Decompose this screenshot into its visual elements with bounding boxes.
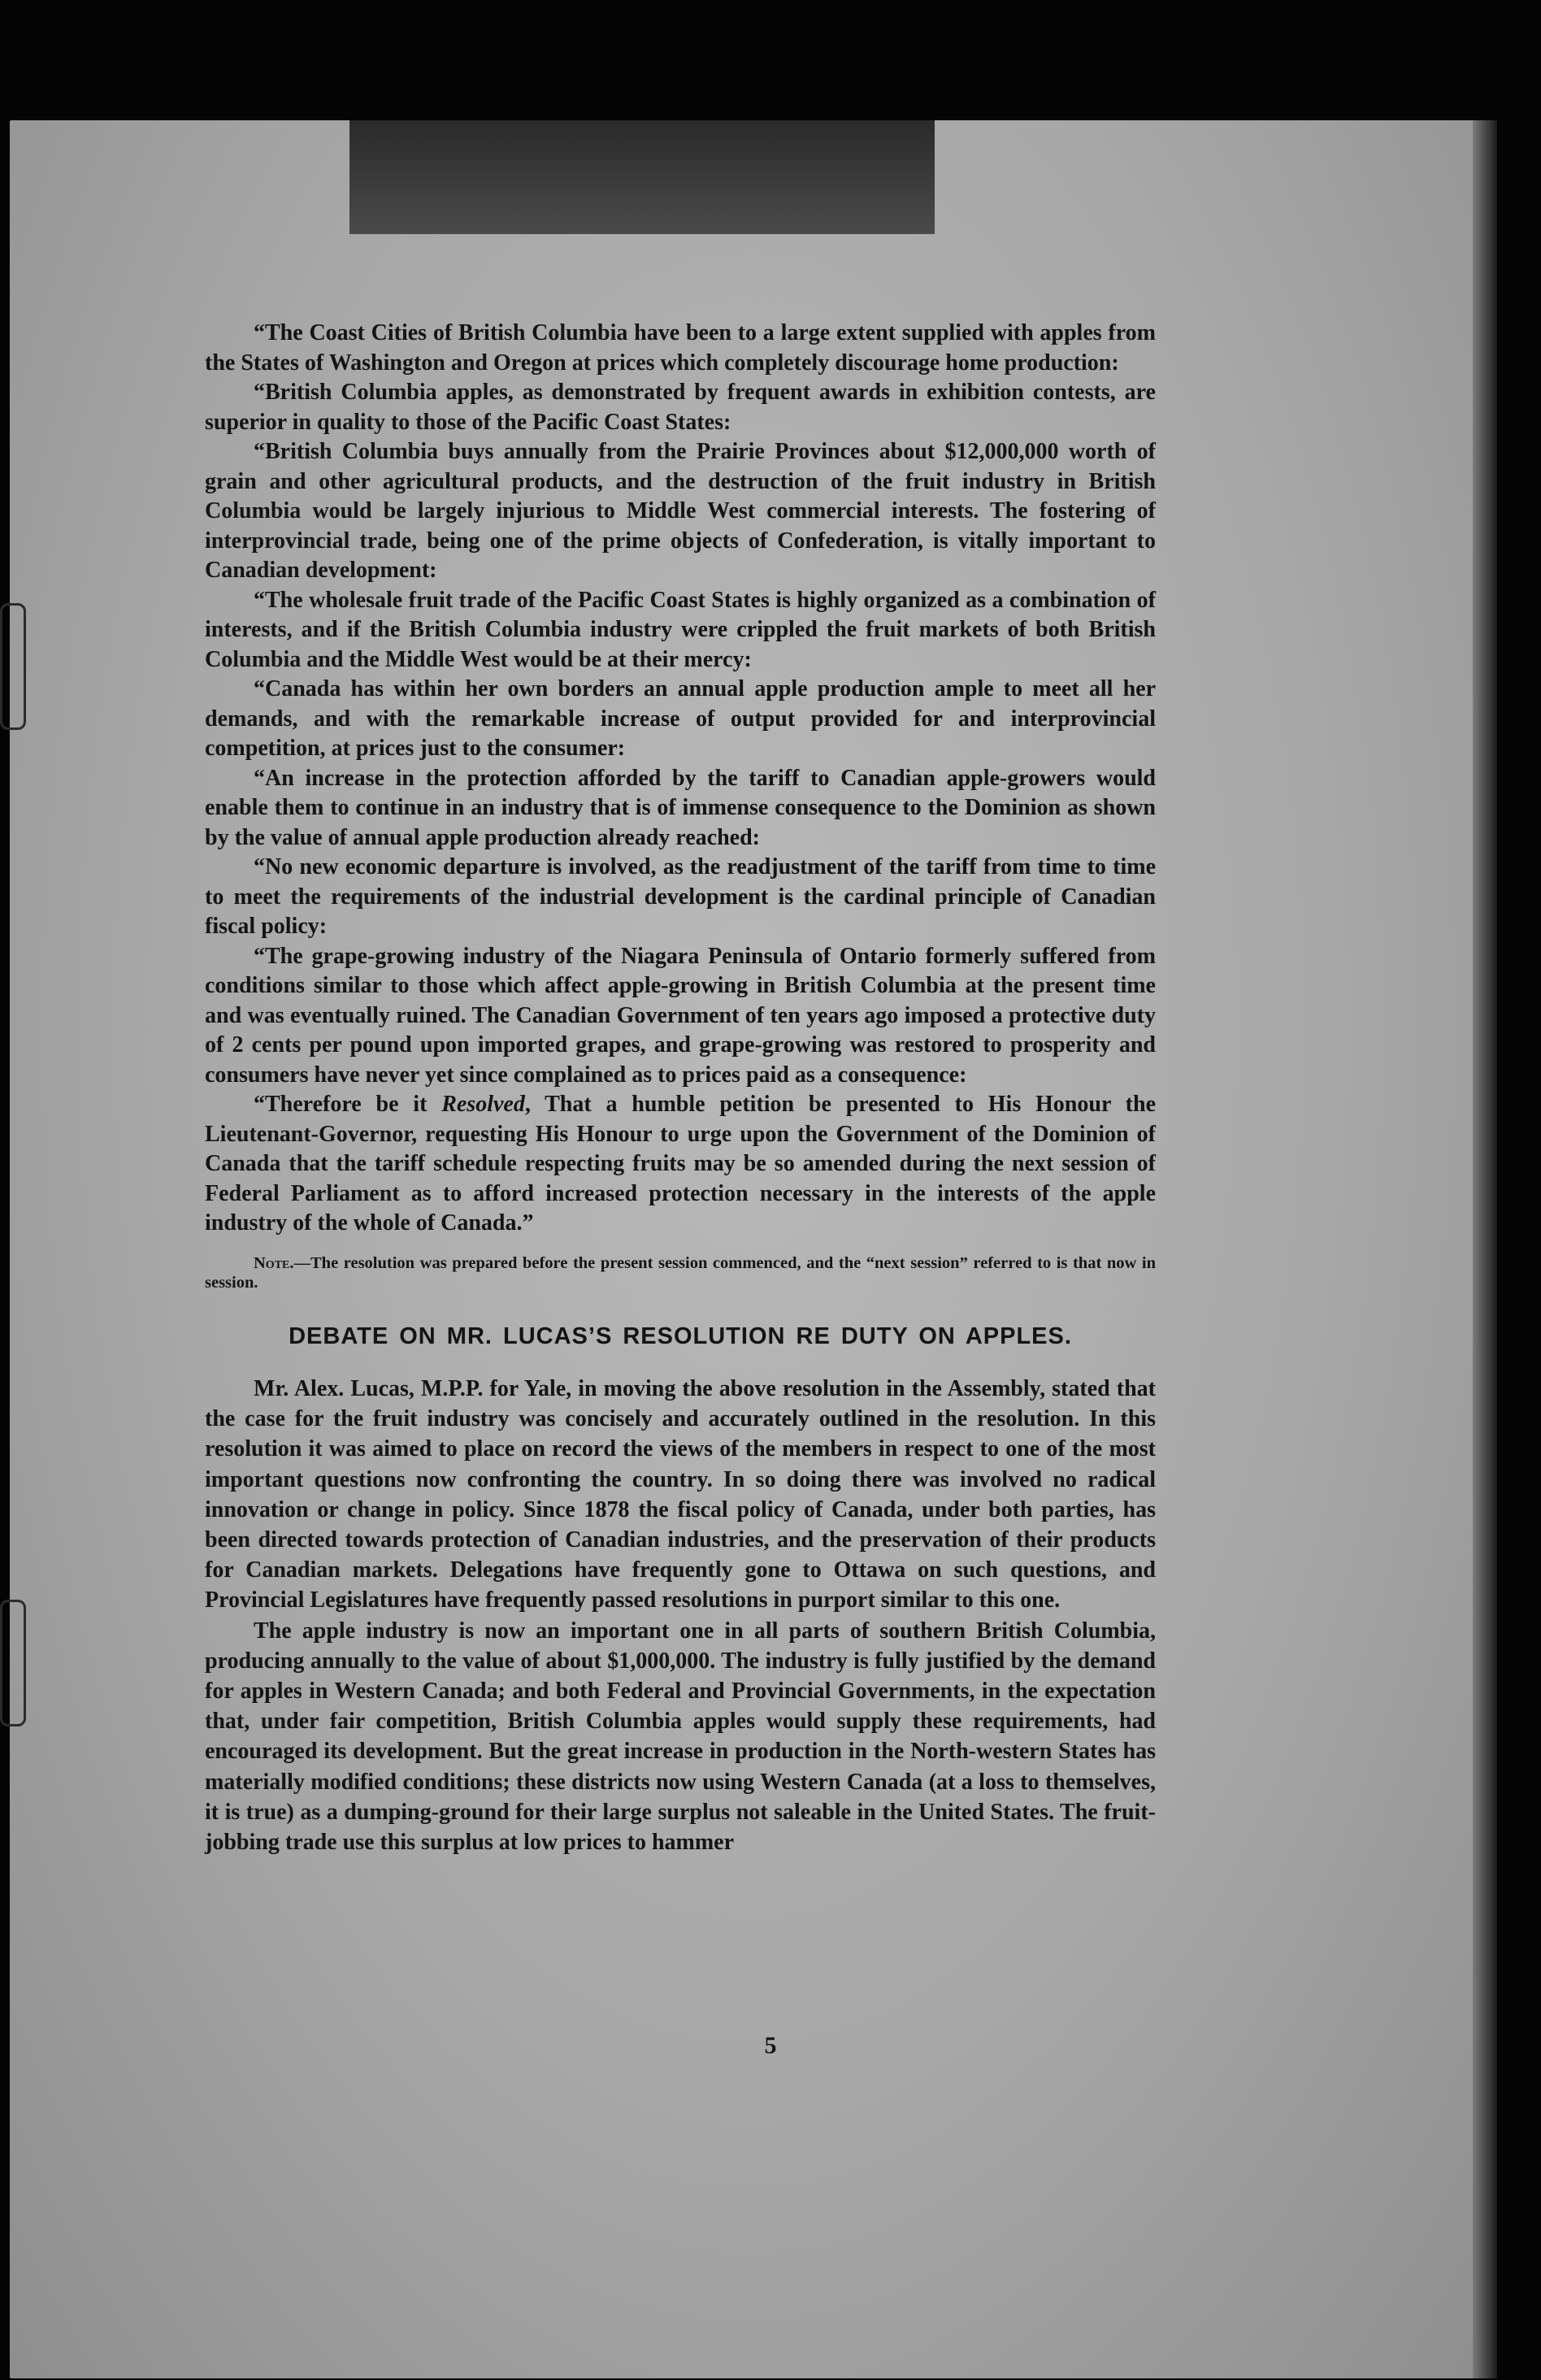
resolution-paragraph: “The wholesale fruit trade of the Pacific Coast States is highly organized as a combination of interests, and if the British Columbia industry were crippled the fruit markets of both British Columbia and the Middle West would be at their mercy: — [205, 587, 1156, 672]
resolution-paragraph: “Canada has within her own borders an annual apple production ample to meet all her demands, and with the remarkable increase of output provided for and interprovincial competition, at prices just to the consumer: — [205, 676, 1156, 761]
resolution-paragraph: “The Coast Cities of British Columbia have been to a large extent supplied with apples from the States of Washington and Oregon at prices which completely discourage home production: — [205, 320, 1156, 376]
resolution-final-paragraph — [205, 1090, 1156, 1239]
binding-staple-icon — [0, 1600, 26, 1726]
resolution-final-post: , That a humble petition be presented to His Honour the Lieutenant-Governor, requesting His Honour to urge upon the Government of the Dominion of Canada that the tariff schedule respecting fruits may be so amended during the next session of Federal Parliament as to afford increased protection necessary in the interests of the apple industry of the whole of Canada.” — [205, 1092, 1156, 1236]
resolution-paragraph: “An increase in the protection afforded by the tariff to Canadian apple-growers would enable them to continue in an industry that is of immense consequence to the Dominion as shown by the value of annual apple production already reached: — [205, 765, 1156, 850]
debate-text — [205, 1374, 1156, 1857]
resolution-final-pre: “Therefore be it — [254, 1092, 442, 1117]
section-heading: DEBATE ON MR. LUCAS’S RESOLUTION RE DUTY ON APPLES. — [289, 1322, 1072, 1349]
binding-staple-icon — [0, 603, 26, 730]
resolution-paragraph: “No new economic departure is involved, as the readjustment of the tariff from time to time to meet the requirements of the industrial development is the cardinal principle of Canadian fiscal policy: — [205, 854, 1156, 939]
dark-header-band — [349, 120, 935, 234]
resolved-word: Resolved — [441, 1092, 525, 1117]
resolution-paragraph: “British Columbia buys annually from the Prairie Provinces about $12,000,000 worth of grain and other agricultural products, and the destruction of the fruit industry in British Columbia would be largely injurious to Middle West commercial interests. The fostering of interprovincial trade, being one of the prime objects of Confederation, is vitally important to Canadian development: — [205, 439, 1156, 583]
note-text: —The resolution was prepared before the present session commenced, and the “next session” referred to is that now in session. — [205, 1253, 1156, 1292]
note-label: Note. — [254, 1253, 294, 1272]
debate-paragraph: Mr. Alex. Lucas, M.P.P. for Yale, in moving the above resolution in the Assembly, stated that the case for the fruit industry was concisely and accurately outlined in the resolution. In this resolution it was aimed to place on record the views of the members in respect to one of the most important questions now confronting the country. In so doing there was involved no radical innovation or change in policy. Since 1878 the fiscal policy of Canada, under both parties, has been directed towards protection of Canadian industries, and the preservation of their products for Canadian markets. Delegations have frequently gone to Ottawa on such questions, and Provincial Legislatures have frequently passed resolutions in purport similar to this one. — [205, 1376, 1156, 1613]
page-body — [205, 319, 1156, 1857]
resolution-text — [205, 319, 1156, 1239]
page-number: 5 — [764, 2032, 777, 2059]
footnote — [205, 1253, 1156, 1292]
resolution-paragraph: “British Columbia apples, as demonstrated by frequent awards in exhibition contests, are superior in quality to those of the Pacific Coast States: — [205, 380, 1156, 435]
resolution-paragraph: “The grape-growing industry of the Niagara Peninsula of Ontario formerly suffered from conditions similar to those which affect apple-growing in British Columbia at the present time and was eventually ruined. The Canadian Government of ten years ago imposed a protective duty of 2 cents per pound upon imported grapes, and grape-growing was restored to prosperity and consumers have never yet since complained as to prices paid as a consequence: — [205, 943, 1156, 1088]
debate-paragraph: The apple industry is now an important one in all parts of southern British Columbia, producing annually to the value of about $1,000,000. The industry is fully justified by the demand for apples in Western Canada; and both Federal and Provincial Governments, in the expectation that, under fair competition, British Columbia apples would supply these requirements, had encouraged its development. But the great increase in production in the North-western States has materially modified conditions; these districts now using Western Canada (at a loss to themselves, it is true) as a dumping-ground for their large surplus not saleable in the United States. The fruit-jobbing trade use this surplus at low prices to hammer — [205, 1618, 1156, 1856]
